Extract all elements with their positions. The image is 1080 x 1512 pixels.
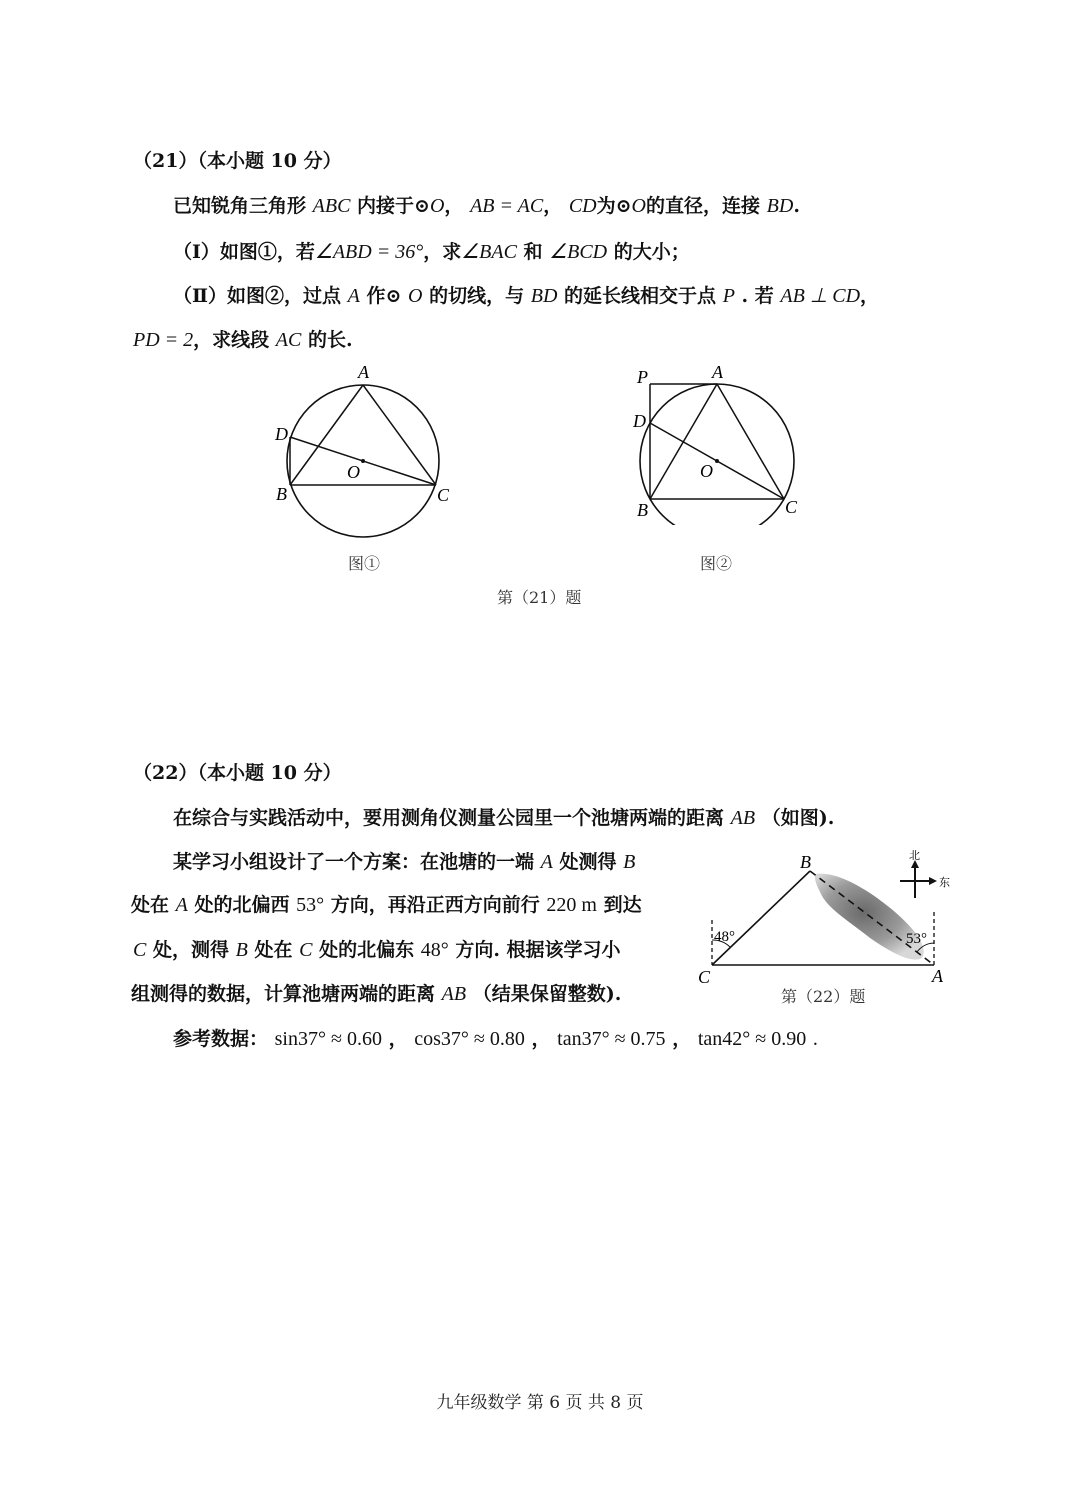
fig2-label-a: A bbox=[712, 362, 723, 382]
q22-text: （结果保留整数). bbox=[472, 983, 622, 1005]
q21-bd: BD bbox=[766, 195, 794, 217]
q22-point-a: A bbox=[175, 894, 188, 916]
fig1-segment-ac bbox=[363, 385, 436, 485]
q22-text: 处在 bbox=[254, 939, 293, 961]
q22-angle-48: 48° bbox=[420, 939, 449, 961]
q22-text: （如图). bbox=[761, 807, 835, 829]
q22-text: 到达 bbox=[603, 894, 642, 916]
q21-part1-text: 的大小； bbox=[613, 241, 690, 263]
q22-label-53: 53° bbox=[906, 931, 927, 947]
q22-header: （22）（本小题 10 分） bbox=[133, 762, 342, 784]
fig2-circle bbox=[640, 384, 794, 525]
q22-line1 bbox=[173, 803, 834, 830]
q22-point-c: C bbox=[133, 939, 147, 961]
q21-part1-text: ，求 bbox=[423, 241, 462, 263]
q22-line5 bbox=[131, 979, 621, 1006]
q22-text: 处，测得 bbox=[152, 939, 229, 961]
q21-eq: AB = AC bbox=[470, 195, 544, 217]
q22-ref-label: 参考数据： bbox=[173, 1028, 269, 1050]
q21-circle-o: O bbox=[429, 195, 445, 217]
q21-part2-text: 的切线，与 bbox=[429, 285, 525, 307]
q22-reference bbox=[173, 1024, 818, 1051]
q22-text: 处在 bbox=[131, 894, 170, 916]
fig2-center-dot bbox=[715, 459, 719, 463]
fig2-label-c: C bbox=[785, 497, 798, 517]
q22-ref-sep: ， bbox=[672, 1028, 692, 1050]
fig1-label-o: O bbox=[347, 462, 360, 482]
q21-point-p: P bbox=[722, 285, 735, 307]
q22-ref-tan42: tan42° ≈ 0.90 bbox=[697, 1028, 807, 1050]
q22-point-c: C bbox=[299, 939, 313, 961]
q22-text: 组测得的数据，计算池塘两端的距离 bbox=[131, 983, 436, 1005]
q21-part2-text: 的长. bbox=[307, 329, 353, 351]
q22-label-c: C bbox=[698, 967, 711, 987]
compass-north-label: 北 bbox=[909, 850, 920, 862]
q21-part2-text: ， bbox=[860, 285, 880, 307]
q21-circle-o: O bbox=[408, 285, 423, 307]
q21-stem-end: . bbox=[793, 195, 800, 217]
q21-stem-text: 的直径，连接 bbox=[646, 195, 761, 217]
q21-perp: AB ⊥ CD bbox=[780, 285, 861, 307]
q21-stem-text: 内接于⊙ bbox=[357, 195, 430, 217]
q21-part2-text: 作⊙ bbox=[366, 285, 402, 307]
fig1-label-d: D bbox=[275, 424, 288, 444]
q21-part1-text: 和 bbox=[523, 241, 543, 263]
q22-angle-53: 53° bbox=[296, 894, 325, 916]
q22-ref-cos37: cos37° ≈ 0.80 bbox=[414, 1028, 525, 1050]
q21-figure-2 bbox=[630, 360, 820, 525]
q21-angle-bcd: ∠BCD bbox=[549, 241, 608, 263]
q22-text: 某学习小组设计了一个方案：在池塘的一端 bbox=[173, 851, 535, 873]
q22-label-48: 48° bbox=[714, 929, 735, 945]
q22-distance: 220 m bbox=[546, 894, 597, 916]
q21-part1-text: （Ⅰ）如图①，若 bbox=[173, 241, 315, 263]
page-footer: 九年级数学 第 6 页 共 8 页 bbox=[436, 1393, 644, 1413]
q21-triangle: ABC bbox=[312, 195, 351, 217]
q21-circle-o: O bbox=[631, 195, 646, 217]
q22-line4 bbox=[133, 935, 621, 962]
q22-ab: AB bbox=[730, 807, 756, 829]
q21-stem-text: 为⊙ bbox=[596, 195, 632, 217]
q22-text: 方向. 根据该学习小 bbox=[455, 939, 621, 961]
fig2-caption: 图② bbox=[700, 554, 733, 573]
fig2-label-b: B bbox=[637, 500, 648, 520]
q22-label-b: B bbox=[800, 852, 811, 872]
q21-part2-text: ，求线段 bbox=[193, 329, 270, 351]
q22-figure-caption: 第（22）题 bbox=[781, 987, 866, 1006]
q22-text: 处的北偏西 bbox=[194, 894, 290, 916]
compass-icon bbox=[900, 860, 937, 898]
q22-ab: AB bbox=[441, 983, 467, 1005]
q21-figure-1 bbox=[270, 360, 470, 545]
q22-line2 bbox=[173, 847, 635, 874]
q22-point-b: B bbox=[623, 851, 636, 873]
q21-part2-line2 bbox=[133, 325, 353, 352]
q21-figure-caption: 第（21）题 bbox=[497, 588, 582, 607]
q22-ref-sep: ， bbox=[388, 1028, 408, 1050]
fig1-label-c: C bbox=[437, 485, 450, 505]
q21-header: （21）（本小题 10 分） bbox=[133, 150, 342, 172]
q22-text: 在综合与实践活动中，要用测角仪测量公园里一个池塘两端的距离 bbox=[173, 807, 725, 829]
q22-text: 处的北偏东 bbox=[319, 939, 415, 961]
fig1-label-b: B bbox=[276, 484, 287, 504]
fig1-center-dot bbox=[361, 459, 365, 463]
q21-angle-bac: ∠BAC bbox=[461, 241, 517, 263]
q21-pd-eq: PD = 2 bbox=[133, 329, 194, 351]
q21-stem-text: 已知锐角三角形 bbox=[173, 195, 307, 217]
q22-ref-sin37: sin37° ≈ 0.60 bbox=[274, 1028, 382, 1050]
compass-east-label: 东 bbox=[939, 877, 950, 889]
q21-part2-text: . 若 bbox=[741, 285, 774, 307]
q22-text: 方向，再沿正西方向前行 bbox=[330, 894, 540, 916]
q22-point-b: B bbox=[235, 939, 248, 961]
q21-point-a: A bbox=[347, 285, 360, 307]
q21-part2 bbox=[173, 281, 879, 308]
q22-line3 bbox=[131, 890, 642, 917]
q22-segment-cb bbox=[712, 871, 810, 965]
q21-part1 bbox=[173, 237, 690, 264]
q21-ac: AC bbox=[275, 329, 302, 351]
q22-ref-tan37: tan37° ≈ 0.75 bbox=[557, 1028, 666, 1050]
q21-part2-text: （Ⅱ）如图②，过点 bbox=[173, 285, 342, 307]
q21-part2-text: 的延长线相交于点 bbox=[564, 285, 717, 307]
q21-stem-sep: ， bbox=[543, 195, 563, 217]
fig2-label-p: P bbox=[637, 367, 648, 387]
q21-bd: BD bbox=[530, 285, 558, 307]
q22-ref-end: . bbox=[812, 1028, 818, 1050]
q21-angle-abd: ∠ABD = 36° bbox=[314, 241, 424, 263]
q22-ref-sep: ， bbox=[531, 1028, 551, 1050]
q21-stem-sep: ， bbox=[444, 195, 464, 217]
q21-stem bbox=[173, 191, 800, 218]
fig1-label-a: A bbox=[358, 362, 369, 382]
fig1-caption: 图① bbox=[348, 554, 381, 573]
fig2-label-d: D bbox=[633, 411, 646, 431]
q22-label-a: A bbox=[932, 966, 943, 986]
q22-point-a: A bbox=[540, 851, 553, 873]
fig2-label-o: O bbox=[700, 461, 713, 481]
q22-text: 处测得 bbox=[559, 851, 617, 873]
q21-cd: CD bbox=[568, 195, 597, 217]
fig2-segment-ac bbox=[717, 384, 784, 499]
